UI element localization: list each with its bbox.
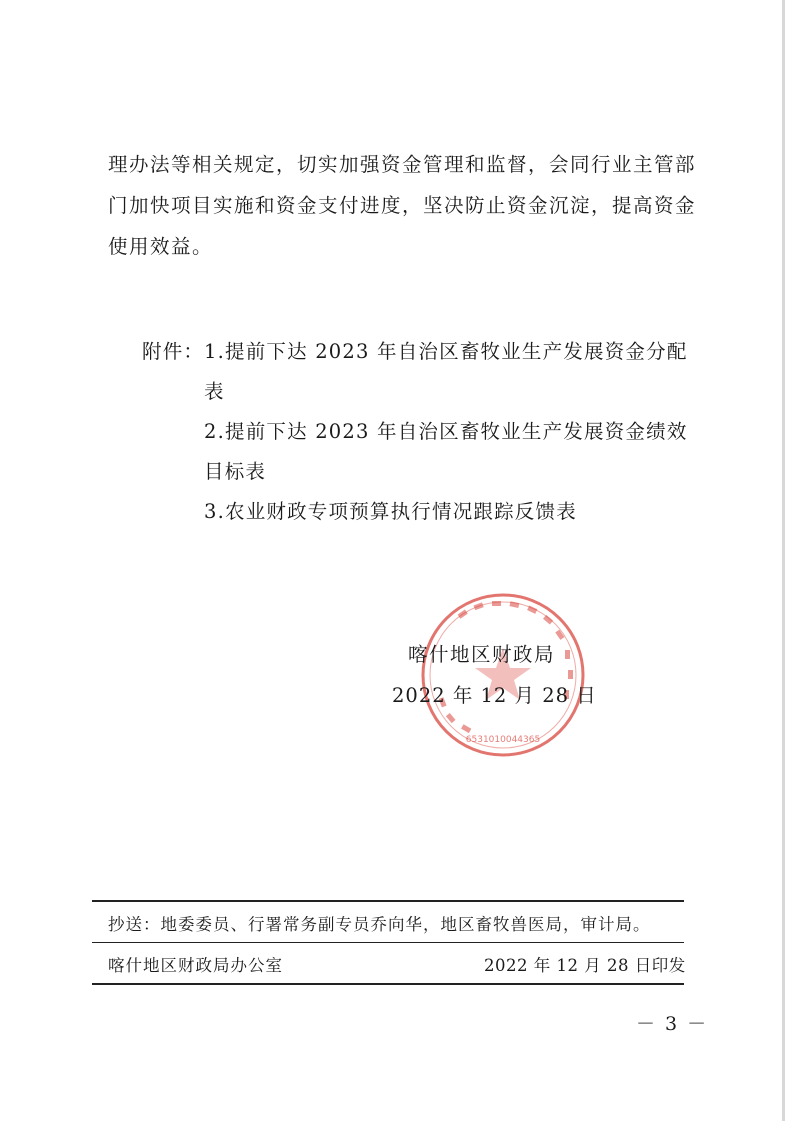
signature-date: 2022 年 12 月 28 日	[392, 684, 597, 707]
cc-recipients: 抄送：地委委员、行署常务副专员乔向华，地区畜牧兽医局，审计局。	[108, 915, 651, 934]
page-edge	[782, 0, 785, 1121]
footer-divider-middle	[92, 942, 684, 943]
seal-serial: 6531010044365	[465, 735, 541, 745]
attachment-title: 1.提前下达 2023 年自治区畜牧业生产发展资金分配	[204, 340, 688, 363]
body-line: 门加快项目实施和资金支付进度，坚决防止资金沉淀，提高资金	[108, 194, 697, 217]
attachment-item	[142, 332, 702, 412]
footer-divider-top	[92, 900, 684, 902]
body-line: 理办法等相关规定，切实加强资金管理和监督，会同行业主管部	[108, 153, 697, 176]
attachment-title-continuation: 表	[204, 380, 225, 403]
attachments-list	[142, 332, 702, 532]
body-paragraph	[108, 144, 697, 267]
footer-divider-bottom	[92, 983, 684, 985]
official-seal-icon	[418, 590, 588, 760]
page-number: － 3 －	[636, 1013, 709, 1035]
attachment-title: 3.农业财政专项预算执行情况跟踪反馈表	[204, 500, 577, 523]
issue-date: 2022 年 12 月 28 日印发	[484, 956, 686, 975]
body-line: 使用效益。	[108, 235, 214, 258]
attachment-item	[142, 492, 702, 532]
attachment-title-continuation: 目标表	[204, 460, 267, 483]
attachments-label: 附件：	[142, 340, 205, 363]
attachment-title: 2.提前下达 2023 年自治区畜牧业生产发展资金绩效	[204, 420, 688, 443]
issuing-office: 喀什地区财政局办公室	[108, 956, 283, 975]
signature-organization: 喀什地区财政局	[408, 643, 556, 666]
attachment-item	[142, 412, 702, 492]
